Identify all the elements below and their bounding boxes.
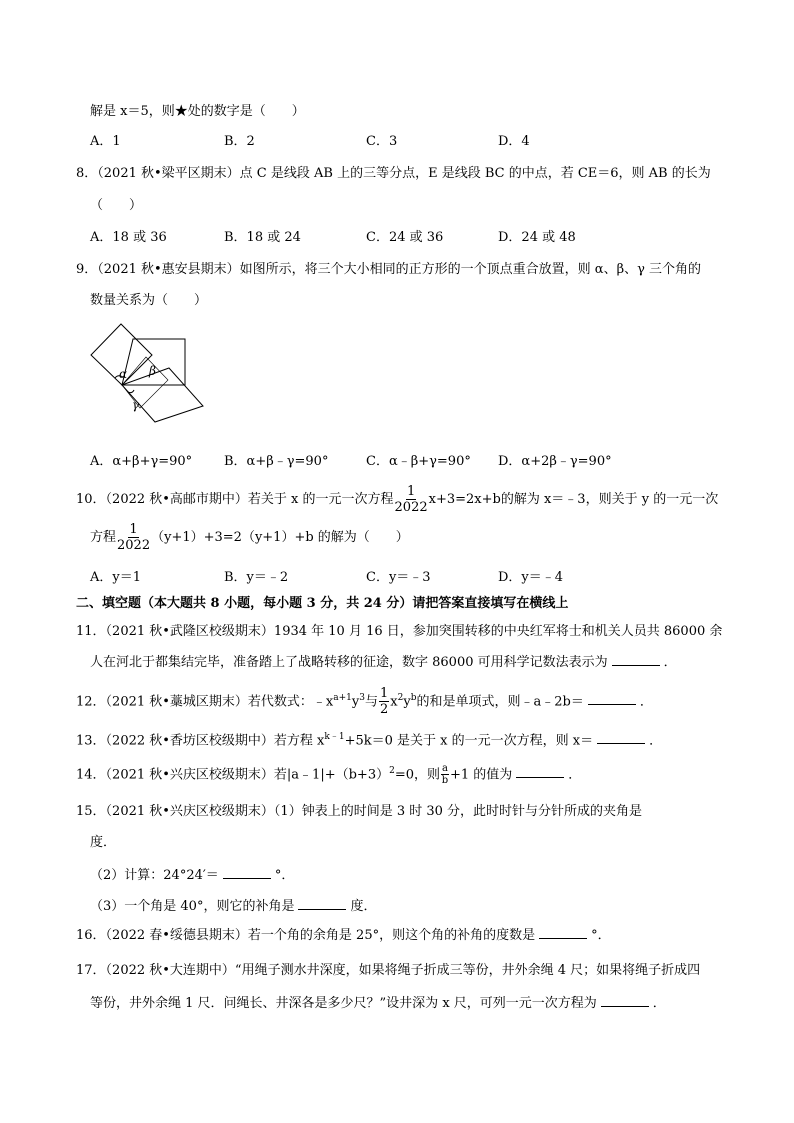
q16-stem [76, 926, 611, 946]
q14-sup: 2 [389, 766, 395, 776]
q9-option-b[interactable]: B．α+β﹣γ=90° [224, 454, 329, 469]
q16-answer-blank[interactable] [539, 926, 587, 939]
square-3 [122, 368, 203, 422]
q10-frac1-den: 2022 [394, 500, 428, 515]
q12-frac-num: 1 [380, 686, 389, 702]
q10-text-mid: x+3=2x+b [428, 492, 501, 507]
q17-cont-text: 等份，井外余绳 1 尺．问绳长、井深各是多少尺？”设井深为 x 尺，可列一元一次方程为 [90, 996, 597, 1011]
q12-mid4: y [403, 694, 411, 710]
q12-fraction [379, 686, 389, 717]
q14-fraction [441, 763, 449, 786]
q8-stem: 8．（2021 秋•梁平区期末）点 C 是线段 AB 上的三等分点，E 是线段 BC 的中点，若 CE＝6，则 AB 的长为 [76, 166, 711, 181]
q9-option-c[interactable]: C．α﹣β+γ=90° [366, 454, 471, 469]
q14-post: +1 的值为 [449, 767, 513, 783]
q10-stem [76, 484, 718, 515]
q15-p3-post: 度． [350, 899, 377, 914]
q10-fraction-1 [395, 484, 428, 515]
q12-sup1: a+1 [333, 693, 352, 703]
q11-end: ． [663, 655, 677, 670]
q10-frac2-num: 1 [129, 522, 138, 537]
q7-option-c[interactable]: C．3 [366, 134, 398, 149]
q11-stem-cont [90, 653, 677, 673]
q10-text-post: 的解为 x＝﹣3，则关于 y 的一元一次 [500, 492, 719, 507]
q12-stem [76, 682, 653, 718]
q17-end: ． [652, 996, 666, 1011]
q15-p3-answer-blank[interactable] [298, 897, 346, 910]
q8-option-a[interactable]: A．18 或 36 [90, 230, 167, 245]
q10-stem-cont [90, 522, 409, 553]
q14-answer-blank[interactable] [516, 765, 564, 778]
q7-option-a[interactable]: A．1 [90, 134, 121, 149]
q12-sup4: b [410, 693, 417, 703]
q10-option-c[interactable]: C．y＝﹣3 [366, 570, 431, 585]
q7-option-b[interactable]: B．2 [224, 134, 255, 149]
angle-arc-gamma [128, 390, 134, 393]
q8-option-c[interactable]: C．24 或 36 [366, 230, 444, 245]
q10-frac1-num: 1 [406, 484, 416, 499]
q12-frac-den: 2 [380, 702, 389, 718]
q9-squares-figure [88, 322, 212, 440]
q11-stem: 11．（2021 秋•武隆区校级期末）1934 年 10 月 16 日，参加突围转移的中央红军将士和机关人员共 86000 余 [76, 624, 723, 639]
q14-stem [76, 756, 581, 790]
q15-part-2 [90, 866, 294, 886]
q11-cont-text: 人在河北于都集结完毕，准备踏上了战略转移的征途，数字 86000 可用科学记数法表示为 [90, 655, 608, 670]
q12-pre: 12．（2021 秋•藁城区期末）若代数式：﹣x [76, 694, 334, 710]
q15-p2-pre: （2）计算：24°24′＝ [90, 868, 219, 883]
q15-stem-cont: 度． [90, 835, 117, 850]
q13-post: +5k＝0 是关于 x 的一元一次方程，则 x＝ [344, 733, 594, 749]
q11-answer-blank[interactable] [612, 653, 660, 666]
q14-frac-den: b [441, 775, 449, 787]
q17-stem-cont [90, 994, 666, 1014]
q14-frac-num: a [442, 763, 448, 775]
q9-option-a[interactable]: A．α+β+γ=90° [90, 454, 193, 469]
q17-stem: 17．（2022 秋•大连期中）“用绳子测水井深度，如果将绳子折成三等份，井外余绳 4 尺；如果将绳子折成四 [76, 963, 701, 978]
q7-option-d[interactable]: D．4 [498, 134, 530, 149]
q10-text-pre: 10．（2022 秋•高邮市期中）若关于 x 的一元一次方程 [76, 492, 394, 507]
q12-end: ． [639, 694, 653, 710]
q16-end: °． [591, 928, 611, 943]
q8-answer-paren: （ ） [90, 198, 143, 213]
q12-post: 的和是单项式，则﹣a﹣2b＝ [416, 694, 584, 710]
q10-frac2-den: 2022 [117, 538, 151, 553]
q15-stem: 15．（2021 秋•兴庆区校级期末）（1）钟表上的时间是 3 时 30 分，此时时针与分针所成的夹角是 [76, 804, 643, 819]
q12-mid3: x [390, 694, 398, 710]
q12-mid1: y [351, 694, 360, 710]
q15-p2-post: °． [274, 868, 295, 883]
q10-option-d[interactable]: D．y＝﹣4 [498, 570, 564, 585]
q10-fraction-2 [117, 522, 150, 553]
q15-part-3 [90, 897, 376, 917]
q16-pre: 16．（2022 春•绥德县期末）若一个角的余角是 25°，则这个角的补角的度数是 [76, 928, 536, 943]
q12-answer-blank[interactable] [588, 692, 636, 705]
q13-stem [76, 727, 662, 751]
q9-stem: 9．（2021 秋•惠安县期末）如图所示，将三个大小相同的正方形的一个顶点重合放置，则 α、β、γ 三个角的 [76, 262, 701, 277]
q14-end: ． [568, 767, 582, 783]
q17-answer-blank[interactable] [601, 994, 649, 1007]
gamma-label: γ [132, 398, 140, 412]
q14-pre: 14．（2021 秋•兴庆区校级期末）若|a﹣1|+（b+3） [76, 767, 390, 783]
q13-end: ． [649, 733, 663, 749]
q10-option-b[interactable]: B．y＝﹣2 [224, 570, 289, 585]
q8-option-b[interactable]: B．18 或 24 [224, 230, 301, 245]
q15-p3-pre: （3）一个角是 40°，则它的补角是 [90, 899, 295, 914]
beta-label: β [149, 364, 156, 378]
q12-sup2: 3 [359, 693, 365, 703]
q7-continuation: 解是 x＝5，则★处的数字是（ ） [90, 104, 305, 119]
q10-option-a[interactable]: A．y＝1 [90, 570, 142, 585]
q10-cont-pre: 方程 [90, 530, 117, 545]
section-2-heading: 二、填空题（本大题共 8 小题，每小题 3 分，共 24 分）请把答案直接填写在横线上 [76, 596, 569, 611]
q15-p2-answer-blank[interactable] [223, 866, 271, 879]
q13-answer-blank[interactable] [597, 731, 645, 744]
q12-sup3: 2 [397, 693, 404, 703]
q14-mid: =0，则 [394, 767, 440, 783]
square-2 [122, 339, 185, 385]
q10-cont-post: （y+1）+3=2（y+1）+b 的解为（ ） [151, 530, 409, 545]
q12-mid2: 与 [365, 694, 379, 710]
q8-option-d[interactable]: D．24 或 48 [498, 230, 576, 245]
q13-pre: 13．（2022 秋•香坊区校级期中）若方程 x [76, 733, 325, 749]
alpha-label: α [119, 367, 128, 381]
q13-sup: k﹣1 [324, 732, 345, 742]
q9-option-d[interactable]: D．α+2β﹣γ=90° [498, 454, 612, 469]
q9-stem-cont: 数量关系为（ ） [90, 293, 208, 308]
